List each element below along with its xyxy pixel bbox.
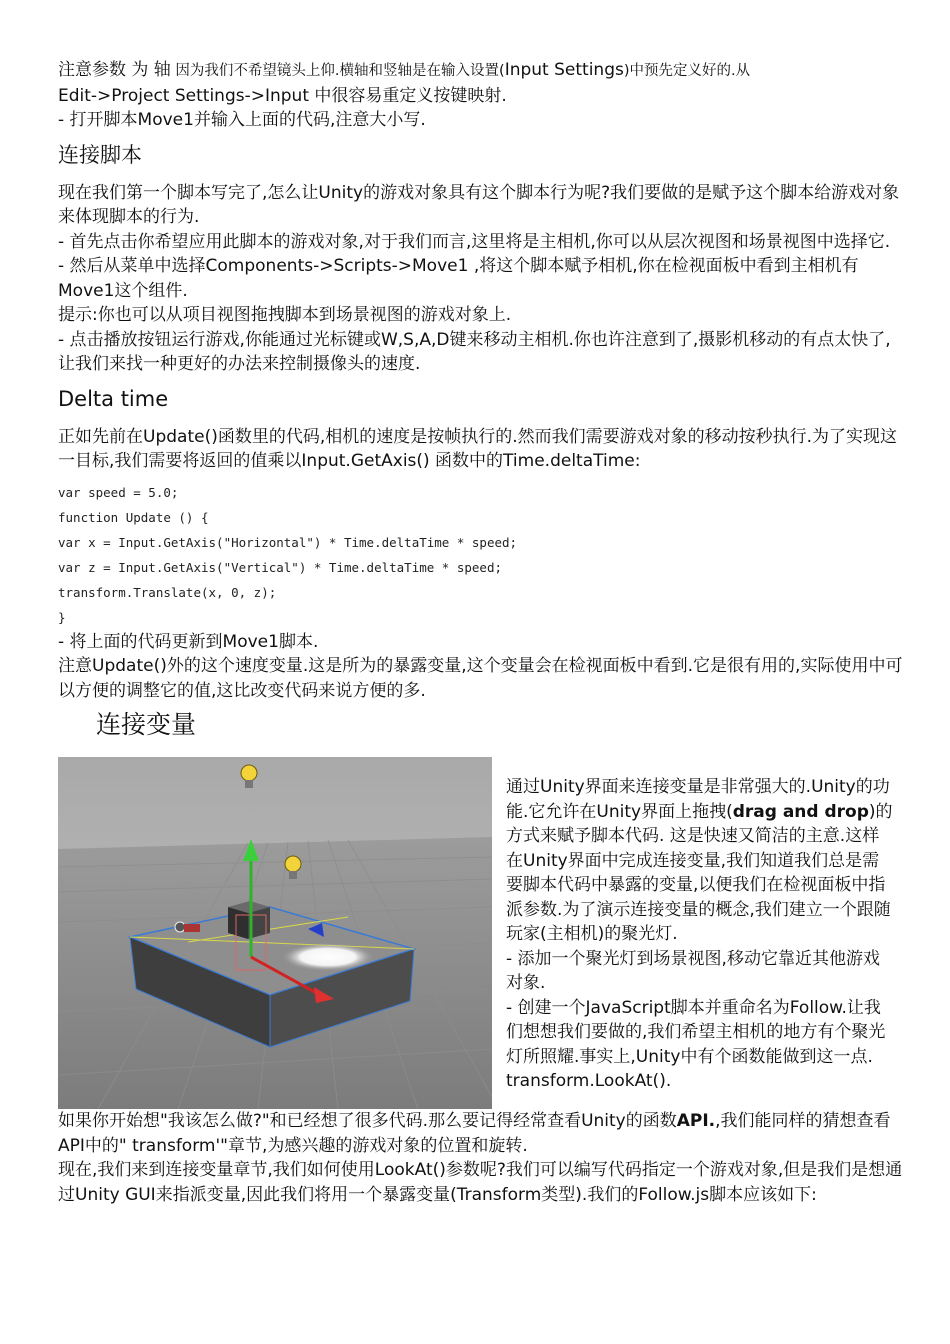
heading-delta-time: Delta time: [58, 386, 169, 411]
para-variables-4-text: 如果你开始想"我该怎么做?"和已经想了很多代码.那么要记得经常查看Unity的函数: [58, 1111, 677, 1131]
code-line: }: [58, 609, 66, 625]
para-delta-1: 正如先前在Update()函数里的代码,相机的速度是按帧执行的.然而我们需要游戏对象的移动按秒执行.为了实现这一目标,我们需要将返回的值乘以Input.GetAxis() 函数中的Time.deltaTime:: [58, 426, 898, 471]
code-line: transform.Translate(x, 0, z);: [58, 584, 277, 600]
para-variables-4: [58, 1109, 903, 1158]
para-connect-1: 现在我们第一个脚本写完了,怎么让Unity的游戏对象具有这个脚本行为呢?我们要做的是赋予这个脚本给游戏对象来体现脚本的行为.: [58, 182, 900, 227]
intro-line-2: Edit->Project Settings->Input 中很容易重定义按键映射.: [58, 85, 507, 106]
para-variables-3: - 创建一个JavaScript脚本并重命名为Follow.让我们想想我们要做的,我们希望主相机的地方有个聚光灯所照耀.事实上,Unity中有个函数能做到这一点. transform.LookAt().: [506, 997, 886, 1091]
intro-params-text: 注意参数 为 轴: [58, 60, 171, 80]
api-text: API.: [676, 1111, 716, 1131]
para-connect-4: - 点击播放按钮运行游戏,你能通过光标键或W,S,A,D键来移动主相机.你也许注意到了,摄影机移动的有点太快了,让我们来找一种更好的办法来控制摄像头的速度.: [58, 329, 891, 374]
para-delta-3: 注意Update()外的这个速度变量.这是所为的暴露变量,这个变量会在检视面板中看到.它是很有用的,实际使用中可以方便的调整它的值,这比改变代码来说方便的多.: [58, 656, 903, 701]
unity-scene-image: [58, 757, 492, 1109]
intro-line-1: [58, 58, 903, 84]
heading-connect-script: 连接脚本: [58, 142, 142, 167]
input-settings-text: Input Settings: [504, 60, 624, 80]
code-block: [58, 480, 903, 630]
code-line: function Update () {: [58, 509, 209, 525]
intro-reason-text: 因为我们不希望镜头上仰.横轴和竖轴是在输入设置(: [170, 63, 505, 79]
right-column-text: [506, 775, 896, 1109]
para-variables-1-text: 通过Unity界面来连接变量是非常强大的.Unity的功能.它允许在Unity界面上拖拽(: [506, 777, 890, 822]
para-variables-1: [506, 775, 896, 947]
intro-line-3: - 打开脚本Move1并输入上面的代码,注意大小写.: [58, 110, 426, 130]
para-variables-2: - 添加一个聚光灯到场景视图,移动它靠近其他游戏对象.: [506, 948, 880, 993]
tip-text: 提示:你也可以从项目视图拖拽脚本到场景视图的游戏对象上.: [58, 305, 512, 325]
drag-and-drop-text: drag and drop: [732, 801, 869, 822]
para-connect-3: - 然后从菜单中选择Components->Scripts->Move1 ,将这个脚本赋予相机,你在检视面板中看到主相机有Move1这个组件.: [58, 256, 859, 301]
para-variables-1-rest: )的方式来赋予脚本代码. 这是快速又简洁的主意.这样在Unity界面中完成连接变量,我们知道我们总是需要脚本代码中暴露的变量,以便我们在检视面板中指派参数.为了演示连接变量的概念,我们建立一个跟随玩家(主相机)的聚光灯.: [506, 801, 893, 944]
intro-predefined-text: )中预先定义好的.从: [623, 63, 751, 79]
document-page: [58, 58, 903, 1207]
heading-connect-variables: 连接变量: [96, 710, 197, 739]
figure-row: [58, 757, 903, 1109]
code-line: var z = Input.GetAxis("Vertical") * Time.deltaTime * speed;: [58, 559, 503, 575]
code-line: var speed = 5.0;: [58, 484, 179, 500]
para-connect-2: - 首先点击你希望应用此脚本的游戏对象,对于我们而言,这里将是主相机,你可以从层次视图和场景视图中选择它.: [58, 231, 891, 252]
code-line: var x = Input.GetAxis("Horizontal") * Time.deltaTime * speed;: [58, 534, 518, 550]
para-delta-2: - 将上面的代码更新到Move1脚本.: [58, 631, 319, 652]
para-variables-4-rest: ,我们能同样的猜想查看API中的" transform'"章节,为感兴趣的游戏对象的位置和旋转.: [58, 1111, 891, 1156]
para-variables-5: 现在,我们来到连接变量章节,我们如何使用LookAt()参数呢?我们可以编写代码指定一个游戏对象,但是我们是想通过Unity GUI来指派变量,因此我们将用一个暴露变量(Transform类型).我们的Follow.js脚本应该如下:: [58, 1160, 903, 1205]
